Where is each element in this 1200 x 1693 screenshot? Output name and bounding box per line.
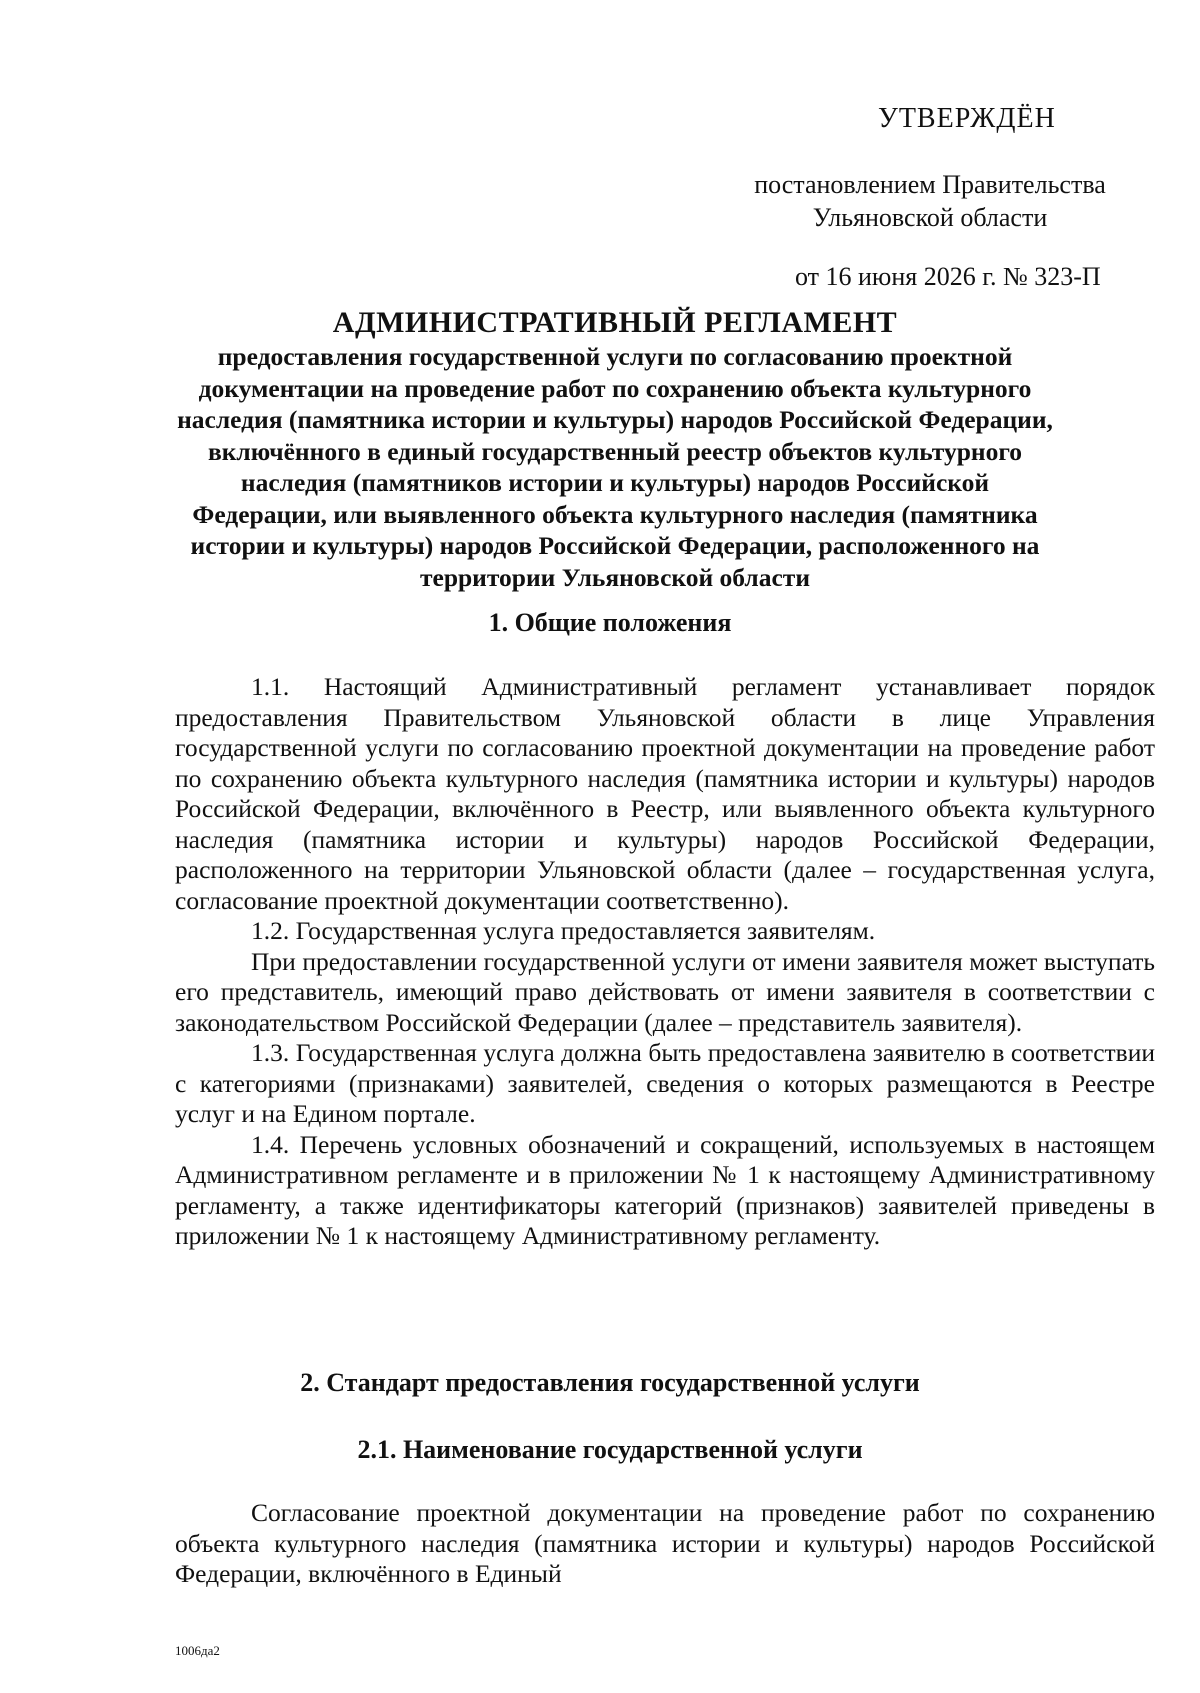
subsection-heading-service-name: 2.1. Наименование государственной услуги <box>357 1435 863 1464</box>
section-heading-standard: 2. Стандарт предоставления государственной услуги <box>300 1368 920 1397</box>
section-heading-general: 1. Общие положения <box>488 608 732 637</box>
paragraph-1-2-representative: При предоставлении государственной услуги от имени заявителя может выступать его представитель, имеющий право действовать от имени заявителя в соответствии с законодательством Российской Федерации (далее – представитель заявителя). <box>175 946 1155 1037</box>
paragraph-1-1: 1.1. Настоящий Административный регламент устанавливает порядок предоставления Правительством Ульяновской области в лице Управления государственной услуги по согласованию проектной документации на проведение работ по сохранению объекта культурного наследия (памятника истории и культуры) народов Российской Федерации, включённого в Реестр, или выявленного объекта культурного наследия (памятника истории и культуры) народов Российской Федерации, расположенного на территории Ульяновской области (далее – государственная услуга, согласование проектной документации соответственно). <box>175 672 1155 915</box>
approval-stamp-title: УТВЕРЖДЁН <box>878 103 1056 134</box>
paragraph-1-3: 1.3. Государственная услуга должна быть предоставлена заявителю в соответствии с категориями (признаками) заявителей, сведения о которых размещаются в Реестре услуг и на Едином портале. <box>175 1038 1155 1128</box>
footer-document-code: 1006да2 <box>175 1643 220 1658</box>
approval-authority-line1: постановлением Правительства <box>754 170 1106 199</box>
approval-date-number: от 16 июня 2026 г. № 323-П <box>795 262 1101 291</box>
document-title-subtitle: предоставления государственной услуги по согласованию проектной документации на проведение работ по сохранению объекта культурного наследия (памятника истории и культуры) народов Российской Федерации, включённого в единый государственный реестр объектов культурного наследия (памятников истории и культуры) народов Российской Федерации, или выявленного объекта культурного наследия (памятника истории и культуры) народов Российской Федерации, расположенного на территории Ульяновской области <box>177 342 1053 592</box>
approval-authority <box>700 168 1160 234</box>
document-title-main: АДМИНИСТРАТИВНЫЙ РЕГЛАМЕНТ <box>332 306 898 339</box>
section-1-body <box>175 672 1155 1252</box>
paragraph-2-1: Согласование проектной документации на проведение работ по сохранению объекта культурного наследия (памятника истории и культуры) народов Российской Федерации, включённого в Единый <box>175 1498 1155 1588</box>
approval-authority-line2: Ульяновской области <box>812 203 1048 232</box>
paragraph-1-4: 1.4. Перечень условных обозначений и сокращений, используемых в настоящем Административном регламенте и в приложении № 1 к настоящему Административному регламенту, а также идентификаторы категорий (признаков) заявителей приведены в приложении № 1 к настоящему Административному регламенту. <box>175 1129 1155 1250</box>
paragraph-1-2: 1.2. Государственная услуга предоставляется заявителям. <box>251 916 876 945</box>
section-2-1-body <box>175 1498 1155 1590</box>
document-title <box>175 305 1055 593</box>
